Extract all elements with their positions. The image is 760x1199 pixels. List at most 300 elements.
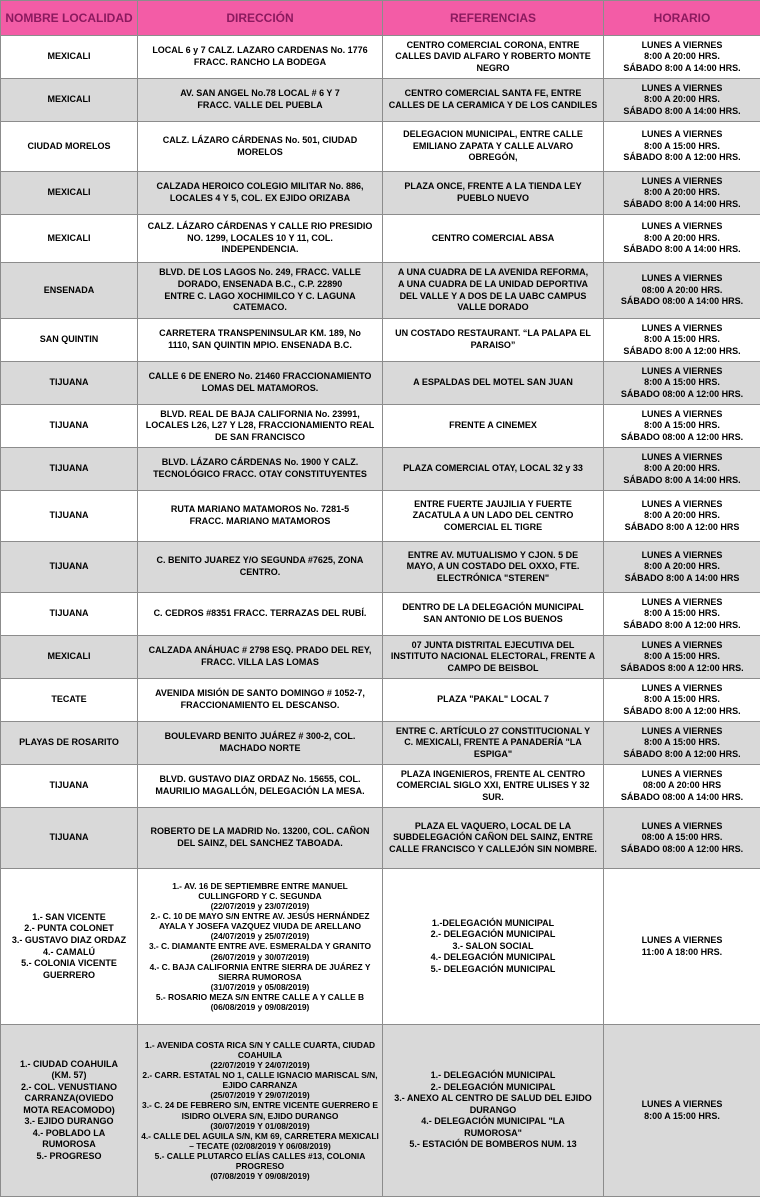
cell-line: LUNES A VIERNES xyxy=(641,820,723,831)
cell-line: 5.- PROGRESO xyxy=(36,1150,102,1161)
cell-horario xyxy=(604,263,760,319)
cell-line: 8:00 A 20:00 HRS. xyxy=(644,561,720,572)
cell-line: 8:00 A 15:00 HRS. xyxy=(644,420,720,431)
cell-line: LUNES A VIERNES xyxy=(641,549,723,560)
cell-localidad xyxy=(1,808,138,869)
cell-line: 1.- CIUDAD COAHUILA xyxy=(20,1058,118,1069)
cell-line: TIJUANA xyxy=(49,561,89,572)
cell-line: LUNES A VIERNES xyxy=(641,725,723,736)
cell-localidad xyxy=(1,405,138,448)
cell-line: VALLE DORADO xyxy=(457,302,529,313)
cell-line: SÁBADO 8:00 A 14:00 HRS. xyxy=(623,244,741,255)
cell-line: C. MEXICALI, FRENTE A PANADERÍA "LA xyxy=(404,737,582,748)
cell-direccion xyxy=(138,362,383,405)
cell-localidad xyxy=(1,319,138,362)
cell-referencias xyxy=(383,636,604,679)
cell-line: DEL VALLE Y A DOS DE LA UABC CAMPUS xyxy=(399,290,587,301)
cell-referencias xyxy=(383,1025,604,1197)
cell-line: 3.- GUSTAVO DIAZ ORDAZ xyxy=(11,934,127,945)
cell-line: SÁBADO 8:00 A 14:00 HRS. xyxy=(623,62,741,73)
cell-direccion xyxy=(138,79,383,122)
cell-line: CENTRO COMERCIAL CORONA, ENTRE xyxy=(406,39,580,50)
cell-line: DEL SAINZ, DEL SANCHEZ TABOADA. xyxy=(177,838,343,848)
cell-horario xyxy=(604,448,760,491)
table-row xyxy=(1,679,760,722)
cell-line: 1.- SAN VICENTE xyxy=(32,911,106,922)
table-row xyxy=(1,172,760,215)
cell-line: FRACC. VILLA LAS LOMAS xyxy=(201,657,319,667)
cell-line: 5.- CALLE PLUTARCO ELÍAS CALLES #13, COLONIA xyxy=(154,1150,366,1161)
cell-line: SÁBADO 8:00 A 12:00 HRS xyxy=(624,521,740,532)
cell-line: SÁBADO 8:00 A 14:00 HRS. xyxy=(623,474,741,485)
cell-line: 8:00 A 15:00 HRS. xyxy=(644,334,720,345)
cell-line: BLVD. REAL DE BAJA CALIFORNIA No. 23991, xyxy=(160,408,360,419)
cell-line: MEXICALI xyxy=(47,94,91,105)
cell-line: 8:00 A 15:00 HRS. xyxy=(644,737,720,748)
cell-localidad xyxy=(1,263,138,319)
cell-line: EJIDO CARRANZA xyxy=(222,1080,298,1091)
cell-line: DENTRO DE LA DELEGACIÓN MUNICIPAL xyxy=(402,602,584,613)
cell-line: ROBERTO DE LA MADRID No. 13200, COL. CAÑON xyxy=(150,826,370,837)
cell-line: AVENIDA MISIÓN DE SANTO DOMINGO # 1052-7, xyxy=(155,688,365,699)
cell-line: LUNES A VIERNES xyxy=(641,175,723,186)
cell-line: C. BENITO JUAREZ Y/O SEGUNDA #7625, ZONA xyxy=(156,555,364,566)
cell-line: PLAZA ONCE, FRENTE A LA TIENDA LEY xyxy=(404,181,582,192)
cell-line: 3.- SALON SOCIAL xyxy=(452,940,534,951)
cell-line: ESPIGA" xyxy=(473,748,513,759)
cell-line: 3.- EJIDO DURANGO xyxy=(24,1116,114,1127)
cell-line: 1.- AV. 16 DE SEPTIEMBRE ENTRE MANUEL xyxy=(172,880,348,891)
cell-referencias xyxy=(383,765,604,808)
table-row xyxy=(1,636,760,679)
cell-line: LUNES A VIERNES xyxy=(641,498,723,509)
cell-line: PARAISO” xyxy=(470,340,516,350)
cell-horario xyxy=(604,869,760,1025)
cell-line: ENTRE AV. MUTUALISMO Y CJON. 5 DE xyxy=(407,549,579,560)
cell-referencias xyxy=(383,491,604,542)
cell-line: DURANGO xyxy=(469,1104,517,1115)
cell-referencias xyxy=(383,36,604,79)
cell-line: ENTRE C. LAGO XOCHIMILCO Y C. LAGUNA xyxy=(164,290,356,301)
cell-line: TIJUANA xyxy=(49,463,89,474)
cell-horario xyxy=(604,172,760,215)
cell-localidad xyxy=(1,36,138,79)
cell-line: CULLINGFORD Y C. SEGUNDA xyxy=(198,891,322,902)
cell-line: 5.- COLONIA VICENTE xyxy=(21,958,117,969)
cell-line: (25/07/2019 Y 29/07/2019) xyxy=(210,1090,310,1101)
cell-line: COAHUILA xyxy=(237,1050,283,1061)
cell-referencias xyxy=(383,593,604,636)
cell-line: TECNOLÓGICO FRACC. OTAY CONSTITUYENTES xyxy=(153,469,367,479)
cell-line: 8:00 A 15:00 HRS. xyxy=(644,377,720,388)
header-referencias: REFERENCIAS xyxy=(383,1,604,36)
cell-line: LUNES A VIERNES xyxy=(641,273,723,284)
cell-line: CIUDAD MORELOS xyxy=(27,140,111,151)
cell-referencias xyxy=(383,215,604,263)
cell-line: ELECTRÓNICA "STEREN" xyxy=(436,572,550,583)
cell-line: DELEGACION MUNICIPAL, ENTRE CALLE xyxy=(403,129,583,140)
cell-direccion xyxy=(138,491,383,542)
cell-line: SÁBADO 8:00 A 14:00 HRS. xyxy=(623,105,741,116)
cell-line: (07/08/2019 Y 09/08/2019) xyxy=(210,1170,310,1181)
cell-line: COMERCIAL SIGLO XXI, ENTRE ULISES Y 32 xyxy=(396,780,590,791)
cell-referencias xyxy=(383,122,604,172)
cell-line: SÁBADO 8:00 A 12:00 HRS. xyxy=(623,152,741,163)
table-row xyxy=(1,319,760,362)
cell-line: 4.- C. BAJA CALIFORNIA ENTRE SIERRA DE JUÁREZ Y xyxy=(149,961,371,972)
cell-line: 2.- PUNTA COLONET xyxy=(24,923,114,934)
cell-line: SÁBADO 8:00 A 14:00 HRS. xyxy=(623,198,741,209)
cell-localidad xyxy=(1,122,138,172)
cell-line: CENTRO COMERCIAL SANTA FE, ENTRE xyxy=(404,88,582,99)
cell-line: LUNES A VIERNES xyxy=(641,408,723,419)
cell-line: PLAZA "PAKAL" LOCAL 7 xyxy=(437,694,549,705)
table-row xyxy=(1,362,760,405)
cell-direccion xyxy=(138,263,383,319)
cell-line: LOCAL 6 y 7 CALZ. LAZARO CARDENAS No. 1776 xyxy=(152,45,368,56)
cell-referencias xyxy=(383,405,604,448)
cell-line: INSTITUTO NACIONAL ELECTORAL, FRENTE A xyxy=(390,651,596,662)
header-localidad: NOMBRE LOCALIDAD xyxy=(1,1,138,36)
table-row xyxy=(1,79,760,122)
cell-line: 2.- COL. VENUSTIANO xyxy=(20,1081,117,1092)
cell-line: GUERRERO xyxy=(42,969,95,980)
cell-line: C. CEDROS #8351 FRACC. TERRAZAS DEL RUBÍ. xyxy=(153,608,367,619)
cell-horario xyxy=(604,542,760,593)
cell-line: 8:00 A 15:00 HRS. xyxy=(644,651,720,662)
cell-horario xyxy=(604,491,760,542)
cell-line: (KM. 57) xyxy=(51,1070,87,1081)
cell-line: NEGRO xyxy=(476,62,510,73)
cell-horario xyxy=(604,636,760,679)
cell-line: LOCALES L26, L27 Y L28, FRACCIONAMIENTO REAL xyxy=(145,420,375,431)
cell-referencias xyxy=(383,319,604,362)
cell-line: RUTA MARIANO MATAMOROS No. 7281-5 xyxy=(170,504,350,515)
cell-line: A UNA CUADRA DE LA UNIDAD DEPORTIVA xyxy=(398,278,588,289)
cell-line: LUNES A VIERNES xyxy=(641,451,723,462)
cell-direccion xyxy=(138,122,383,172)
cell-referencias xyxy=(383,808,604,869)
table-row xyxy=(1,542,760,593)
cell-line: 2.- DELEGACIÓN MUNICIPAL xyxy=(430,929,556,940)
cell-line: MAYO, A UN COSTADO DEL OXXO, FTE. xyxy=(406,561,580,572)
cell-line: 4.- DELEGACIÓN MUNICIPAL xyxy=(430,952,556,963)
cell-line: SÁBADO 08:00 A 14:00 HRS. xyxy=(620,296,744,307)
cell-line: CALLE FRANCISCO Y CALLEJÓN SIN NOMBRE. xyxy=(389,843,597,854)
cell-line: SÁBADO 08:00 A 12:00 HRS. xyxy=(620,388,744,399)
cell-referencias xyxy=(383,679,604,722)
cell-line: LUNES A VIERNES xyxy=(641,596,723,607)
cell-localidad xyxy=(1,448,138,491)
cell-line: FRACCIONAMIENTO EL DESCANSO. xyxy=(180,700,340,710)
cell-line: SUBDELEGACIÓN CAÑON DEL SAINZ, ENTRE xyxy=(393,832,593,843)
cell-line: 8:00 A 20:00 HRS. xyxy=(644,463,720,474)
cell-line: COMERCIAL EL TIGRE xyxy=(443,521,543,532)
cell-horario xyxy=(604,593,760,636)
cell-horario xyxy=(604,1025,760,1197)
cell-line: PUEBLO NUEVO xyxy=(456,193,529,203)
cell-direccion xyxy=(138,679,383,722)
cell-line: CALZ. LÁZARO CÁRDENAS Y CALLE RIO PRESIDIO xyxy=(147,221,373,232)
cell-line: CALZADA ANÁHUAC # 2798 ESQ. PRADO DEL REY, xyxy=(148,645,372,656)
cell-line: MAURILIO MAGALLÓN, DELEGACIÓN LA MESA. xyxy=(155,786,365,796)
cell-line: BLVD. LÁZARO CÁRDENAS No. 1900 Y CALZ. xyxy=(161,457,359,468)
cell-line: 8:00 A 15:00 HRS. xyxy=(644,140,720,151)
cell-line: AV. SAN ANGEL No.78 LOCAL # 6 Y 7 xyxy=(180,88,340,99)
table-row xyxy=(1,869,760,1025)
cell-direccion xyxy=(138,808,383,869)
cell-line: CARRETERA TRANSPENINSULAR KM. 189, No xyxy=(159,328,361,339)
cell-line: SÁBADO 8:00 A 12:00 HRS. xyxy=(623,619,741,630)
cell-line: SÁBADO 8:00 A 14:00 HRS xyxy=(624,572,740,583)
cell-line: OBREGÓN, xyxy=(468,152,518,163)
cell-line: 3.- C. 24 DE FEBRERO S/N, ENTRE VICENTE GUERRERO E xyxy=(142,1100,378,1111)
cell-line: FRACC. RANCHO LA BODEGA xyxy=(193,57,327,67)
cell-line: LUNES A VIERNES xyxy=(641,39,723,50)
cell-localidad xyxy=(1,636,138,679)
cell-line: LUNES A VIERNES xyxy=(641,221,723,232)
cell-line: 3.- C. DIAMANTE ENTRE AVE. ESMERALDA Y GRANITO xyxy=(148,941,372,952)
cell-line: SÁBADO 8:00 A 12:00 HRS. xyxy=(623,345,741,356)
cell-line: 4.- DELEGACIÓN MUNICIPAL "LA xyxy=(421,1116,565,1127)
header-direccion: DIRECCIÓN xyxy=(138,1,383,36)
table-row xyxy=(1,1025,760,1197)
cell-horario xyxy=(604,679,760,722)
cell-line: LUNES A VIERNES xyxy=(641,82,723,93)
cell-line: ZACATULA A UN LADO DEL CENTRO xyxy=(412,510,574,521)
cell-line: SÁBADO 08:00 A 12:00 HRS. xyxy=(620,843,744,854)
cell-line: 8:00 A 20:00 HRS. xyxy=(644,51,720,62)
cell-horario xyxy=(604,808,760,869)
cell-localidad xyxy=(1,542,138,593)
cell-line: LUNES A VIERNES xyxy=(641,129,723,140)
table-row xyxy=(1,765,760,808)
cell-localidad xyxy=(1,172,138,215)
cell-line: BOULEVARD BENITO JUÁREZ # 300-2, COL. xyxy=(164,731,356,742)
cell-line: PROGRESO xyxy=(235,1160,285,1171)
cell-line: PLAZA EL VAQUERO, LOCAL DE LA xyxy=(414,820,572,831)
cell-line: MEXICALI xyxy=(47,187,91,198)
cell-line: CARRANZA(OVIEDO xyxy=(24,1093,114,1104)
cell-line: MORELOS xyxy=(237,146,283,157)
cell-line: NO. 1299, LOCALES 10 Y 11, COL. xyxy=(187,232,333,243)
cell-line: 1.-DELEGACIÓN MUNICIPAL xyxy=(431,917,555,928)
cell-horario xyxy=(604,319,760,362)
cell-line: CALZADA HEROICO COLEGIO MILITAR No. 886, xyxy=(156,181,364,192)
cell-line: 4.- CAMALÚ xyxy=(43,946,95,957)
cell-line: INDEPENDENCIA. xyxy=(221,244,299,255)
cell-line: CALZ. LÁZARO CÁRDENAS No. 501, CIUDAD xyxy=(162,134,358,145)
cell-line: CATEMACO. xyxy=(233,302,287,313)
cell-line: MEXICALI xyxy=(47,51,91,62)
cell-localidad xyxy=(1,679,138,722)
cell-line: A UNA CUADRA DE LA AVENIDA REFORMA, xyxy=(397,267,589,278)
cell-line: 2.- CARR. ESTATAL NO 1, CALLE IGNACIO MARISCAL S/N, xyxy=(142,1070,378,1081)
cell-line: FRACC. MARIANO MATAMOROS xyxy=(189,516,331,526)
cell-line: 2.- DELEGACIÓN MUNICIPAL xyxy=(430,1081,556,1092)
cell-line: 8:00 A 15:00 HRS. xyxy=(644,1110,720,1121)
cell-referencias xyxy=(383,448,604,491)
cell-localidad xyxy=(1,869,138,1025)
cell-line: LUNES A VIERNES xyxy=(641,768,723,779)
cell-horario xyxy=(604,722,760,765)
cell-line: SAN QUINTIN xyxy=(39,334,99,345)
cell-line: TIJUANA xyxy=(49,780,89,791)
cell-line: FRENTE A CINEMEX xyxy=(449,420,537,431)
cell-line: ENSENADA xyxy=(43,284,95,295)
cell-line: PLAZA COMERCIAL OTAY, LOCAL 32 y 33 xyxy=(403,463,583,474)
cell-line: ISIDRO OLVERA S/N, EJIDO DURANGO xyxy=(181,1110,339,1121)
cell-localidad xyxy=(1,79,138,122)
cell-horario xyxy=(604,36,760,79)
cell-direccion xyxy=(138,36,383,79)
cell-line: PLAZA INGENIEROS, FRENTE AL CENTRO xyxy=(400,768,586,779)
table-body xyxy=(1,36,760,1197)
cell-line: (26/07/2019 y 30/07/2019) xyxy=(210,951,310,962)
cell-localidad xyxy=(1,1025,138,1197)
cell-line: LUNES A VIERNES xyxy=(641,934,723,945)
cell-line: (30/07/2019 Y 01/08/2019) xyxy=(210,1120,310,1131)
cell-line: (22/07/2019 Y 24/07/2019) xyxy=(210,1060,310,1071)
cell-localidad xyxy=(1,593,138,636)
cell-horario xyxy=(604,765,760,808)
cell-line: 4.- POBLADO LA xyxy=(32,1127,106,1138)
cell-line: 08:00 A 15:00 HRS. xyxy=(641,832,723,843)
cell-line: SÁBADO 8:00 A 12:00 HRS. xyxy=(623,705,741,716)
cell-line: CALLES DE LA CERAMICA Y DE LOS CANDILES xyxy=(388,100,598,110)
cell-line: SUR. xyxy=(482,791,504,802)
cell-line: – TECATE (02/08/2019 Y 06/08/2019) xyxy=(189,1140,331,1151)
cell-line: TIJUANA xyxy=(49,608,89,619)
cell-horario xyxy=(604,122,760,172)
cell-referencias xyxy=(383,172,604,215)
cell-line: TECATE xyxy=(51,694,87,705)
cell-line: 8:00 A 20:00 HRS. xyxy=(644,232,720,243)
cell-line: LUNES A VIERNES xyxy=(641,1098,723,1109)
cell-line: (24/07/2019 y 25/07/2019) xyxy=(210,931,310,942)
cell-line: 8:00 A 20:00 HRS. xyxy=(644,510,720,521)
cell-line: 3.- ANEXO AL CENTRO DE SALUD DEL EJIDO xyxy=(394,1093,592,1104)
cell-line: DORADO, ENSENADA B.C., C.P. 22890 xyxy=(177,278,343,289)
cell-line: (31/07/2019 y 05/08/2019) xyxy=(210,981,310,992)
cell-direccion xyxy=(138,593,383,636)
cell-line: 1110, SAN QUINTIN MPIO. ENSENADA B.C. xyxy=(168,340,352,350)
cell-line: 11:00 A 18:00 HRS. xyxy=(641,946,723,957)
cell-line: LUNES A VIERNES xyxy=(641,322,723,333)
table-row xyxy=(1,215,760,263)
cell-horario xyxy=(604,215,760,263)
cell-referencias xyxy=(383,362,604,405)
cell-referencias xyxy=(383,542,604,593)
table-row xyxy=(1,405,760,448)
cell-line: RUMOROSA" xyxy=(464,1127,522,1138)
cell-line: FRACC. VALLE DEL PUEBLA xyxy=(197,100,323,110)
cell-line: 2.- C. 10 DE MAYO S/N ENTRE AV. JESÚS HERNÁNDEZ xyxy=(150,911,370,922)
cell-line: MACHADO NORTE xyxy=(219,743,301,753)
table-row xyxy=(1,263,760,319)
cell-line: 1.- DELEGACIÓN MUNICIPAL xyxy=(430,1070,556,1081)
cell-line: TIJUANA xyxy=(49,420,89,431)
cell-direccion xyxy=(138,765,383,808)
cell-line: EMILIANO ZAPATA Y CALLE ALVARO xyxy=(412,140,574,151)
cell-line: ENTRE FUERTE JAUJILIA Y FUERTE xyxy=(414,498,572,509)
cell-line: UN COSTADO RESTAURANT. “LA PALAPA EL xyxy=(395,328,591,339)
cell-line: 07 JUNTA DISTRITAL EJECUTIVA DEL xyxy=(411,639,575,650)
cell-line: CENTRO COMERCIAL ABSA xyxy=(431,232,555,243)
cell-line: (06/08/2019 y 09/08/2019) xyxy=(210,1001,310,1012)
table-row xyxy=(1,491,760,542)
cell-localidad xyxy=(1,215,138,263)
table-row xyxy=(1,808,760,869)
header-horario: HORARIO xyxy=(604,1,760,36)
cell-direccion xyxy=(138,1025,383,1197)
cell-line: A ESPALDAS DEL MOTEL SAN JUAN xyxy=(413,377,573,388)
cell-line: RUMOROSA xyxy=(42,1139,96,1150)
cell-line: AYALA Y JOSEFA VAZQUEZ VIUDA DE ARELLANO xyxy=(159,921,361,932)
cell-direccion xyxy=(138,319,383,362)
cell-line: 4.- CALLE DEL AGUILA S/N, KM 69, CARRETERA MEXICALI xyxy=(141,1130,379,1141)
cell-line: 5.- ESTACIÓN DE BOMBEROS NUM. 13 xyxy=(409,1139,577,1150)
table-row xyxy=(1,722,760,765)
table-row xyxy=(1,593,760,636)
cell-line: ENTRE C. ARTÍCULO 27 CONSTITUCIONAL Y xyxy=(395,725,591,736)
table-row xyxy=(1,122,760,172)
header-row xyxy=(1,1,760,36)
cell-line: 5.- DELEGACIÓN MUNICIPAL xyxy=(430,963,556,974)
cell-direccion xyxy=(138,215,383,263)
cell-localidad xyxy=(1,491,138,542)
cell-referencias xyxy=(383,869,604,1025)
cell-line: CAMPO DE BEISBOL xyxy=(447,662,539,673)
cell-direccion xyxy=(138,636,383,679)
cell-line: PLAYAS DE ROSARITO xyxy=(19,737,119,748)
cell-line: 8:00 A 20:00 HRS. xyxy=(644,94,720,105)
cell-horario xyxy=(604,405,760,448)
cell-direccion xyxy=(138,542,383,593)
cell-referencias xyxy=(383,722,604,765)
cell-line: DE SAN FRANCISCO xyxy=(214,431,305,442)
cell-line: MOTA REACOMODO) xyxy=(23,1104,115,1115)
cell-line: TIJUANA xyxy=(49,510,89,521)
cell-line: MEXICALI xyxy=(47,651,91,662)
table-row xyxy=(1,448,760,491)
cell-line: 08:00 A 20:00 HRS xyxy=(642,780,722,791)
cell-line: (22/07/2019 y 23/07/2019) xyxy=(210,901,310,912)
cell-line: 8:00 A 15:00 HRS. xyxy=(644,694,720,705)
cell-line: LOMAS DEL MATAMOROS. xyxy=(201,383,319,393)
cell-direccion xyxy=(138,405,383,448)
cell-line: SAN ANTONIO DE LOS BUENOS xyxy=(423,614,563,624)
cell-localidad xyxy=(1,362,138,405)
cell-line: LOCALES 4 Y 5, COL. EX EJIDO ORIZABA xyxy=(169,193,351,203)
cell-line: SÁBADOS 8:00 A 12:00 HRS. xyxy=(620,662,744,673)
cell-line: 08:00 A 20:00 HRS. xyxy=(641,284,723,295)
cell-line: 8:00 A 20:00 HRS. xyxy=(644,187,720,198)
cell-line: LUNES A VIERNES xyxy=(641,639,723,650)
cell-line: SÁBADO 08:00 A 12:00 HRS. xyxy=(620,431,744,442)
cell-direccion xyxy=(138,172,383,215)
cell-direccion xyxy=(138,448,383,491)
cell-line: CALLE 6 DE ENERO No. 21460 FRACCIONAMIENTO xyxy=(148,371,372,382)
cell-line: BLVD. GUSTAVO DIAZ ORDAZ No. 15655, COL. xyxy=(159,774,361,785)
table-row xyxy=(1,36,760,79)
cell-line: TIJUANA xyxy=(49,832,89,843)
cell-line: MEXICALI xyxy=(47,232,91,243)
cell-localidad xyxy=(1,765,138,808)
cell-horario xyxy=(604,362,760,405)
cell-line: TIJUANA xyxy=(49,377,89,388)
cell-line: BLVD. DE LOS LAGOS No. 249, FRACC. VALLE xyxy=(159,267,361,278)
